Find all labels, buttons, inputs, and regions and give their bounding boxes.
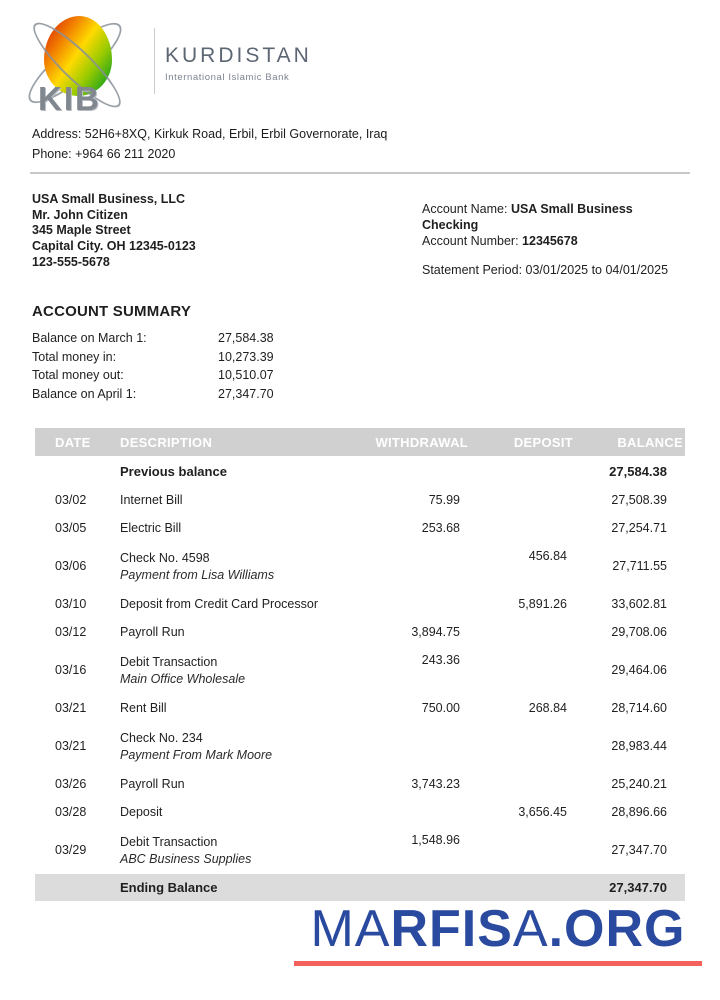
summary-row bbox=[32, 385, 720, 404]
cell-withdrawal: 750.00 bbox=[421, 701, 460, 715]
cell-withdrawal: 75.99 bbox=[428, 493, 460, 507]
cell-withdrawal bbox=[355, 542, 470, 549]
marfisa-logo bbox=[294, 898, 702, 966]
wordmark-segment: RFIS bbox=[390, 900, 513, 958]
table-row bbox=[35, 590, 685, 618]
bank-subtitle: International Islamic Bank bbox=[165, 72, 290, 83]
cell-date: 03/05 bbox=[55, 521, 87, 535]
column-header-balance: BALANCE bbox=[617, 434, 683, 450]
wordmark-segment: .ORG bbox=[548, 900, 686, 958]
cell-balance: 27,584.38 bbox=[609, 463, 667, 479]
table-row bbox=[35, 722, 685, 770]
summary-row bbox=[32, 348, 720, 367]
cell-withdrawal: 3,894.75 bbox=[411, 625, 460, 639]
description-note: ABC Business Supplies bbox=[120, 851, 252, 866]
summary-label: Balance on April 1: bbox=[32, 386, 137, 401]
cell-deposit: 5,891.26 bbox=[518, 597, 567, 611]
summary-value: 27,347.70 bbox=[218, 386, 274, 401]
summary-label: Total money in: bbox=[32, 349, 117, 364]
cell-deposit bbox=[470, 722, 575, 729]
cell-withdrawal: 3,743.23 bbox=[411, 777, 460, 791]
cell-deposit bbox=[470, 646, 575, 653]
wordmark-segment: A bbox=[512, 900, 549, 958]
account-name-value: USA Small Business Checking bbox=[422, 202, 633, 232]
brand-text-block bbox=[165, 14, 312, 83]
cell-description: Deposit bbox=[120, 805, 163, 819]
cell-balance: 27,254.71 bbox=[611, 521, 667, 535]
cell-balance: 27,347.70 bbox=[611, 843, 667, 857]
summary-row bbox=[32, 329, 720, 348]
description-main: Debit Transaction bbox=[120, 654, 218, 669]
cell-description: Rent Bill bbox=[120, 701, 167, 715]
customer-name: USA Small Business, LLC bbox=[32, 192, 186, 206]
description-main: Check No. 234 bbox=[120, 730, 203, 745]
statement-period-line bbox=[422, 262, 690, 278]
bank-brand-header bbox=[30, 14, 720, 116]
table-header-row bbox=[35, 428, 685, 456]
cell-date: 03/10 bbox=[55, 597, 87, 611]
wordmark-segment: MA bbox=[310, 900, 391, 958]
cell-balance: 28,714.60 bbox=[611, 701, 667, 715]
cell-description bbox=[120, 731, 355, 762]
cell-date: 03/29 bbox=[55, 843, 87, 857]
table-row bbox=[35, 514, 685, 542]
cell-withdrawal bbox=[355, 722, 470, 729]
cell-date: 03/28 bbox=[55, 805, 87, 819]
summary-label: Total money out: bbox=[32, 368, 124, 382]
cell-date: 03/21 bbox=[55, 739, 87, 753]
cell-balance: 25,240.21 bbox=[611, 777, 667, 791]
cell-date: 03/02 bbox=[55, 493, 87, 507]
bank-address-line: Address: 52H6+8XQ, Kirkuk Road, Erbil, Erbil Governorate, Iraq bbox=[32, 127, 388, 141]
cell-description: Ending Balance bbox=[120, 880, 218, 895]
cell-date: 03/21 bbox=[55, 701, 87, 715]
cell-deposit bbox=[470, 826, 575, 833]
cell-withdrawal: 1,548.96 bbox=[411, 833, 460, 847]
statement-period-value: 03/01/2025 to 04/01/2025 bbox=[525, 263, 669, 277]
customer-city: Capital City. OH 12345-0123 bbox=[32, 239, 196, 254]
table-row bbox=[35, 826, 685, 874]
summary-value: 27,584.38 bbox=[218, 331, 274, 345]
cell-description bbox=[120, 551, 355, 582]
description-note: Main Office Wholesale bbox=[120, 671, 246, 686]
cell-deposit: 3,656.45 bbox=[518, 805, 567, 819]
account-summary-section bbox=[32, 303, 720, 403]
customer-address-block bbox=[32, 192, 196, 278]
account-info-block bbox=[422, 192, 690, 278]
description-main: Check No. 4598 bbox=[120, 550, 210, 565]
logo-acronym: KIB bbox=[38, 80, 101, 117]
column-header-date: DATE bbox=[55, 434, 91, 450]
cell-balance: 33,602.81 bbox=[611, 597, 667, 611]
cell-date: 03/12 bbox=[55, 625, 87, 639]
account-name-label: Account Name: bbox=[422, 202, 511, 216]
statement-info-row bbox=[32, 192, 690, 278]
cell-description: Previous balance bbox=[120, 463, 227, 479]
ending-balance-row bbox=[35, 874, 685, 901]
account-number-value: 12345678 bbox=[522, 234, 578, 248]
table-row bbox=[35, 486, 685, 514]
cell-description: Payroll Run bbox=[120, 777, 185, 791]
brand-divider bbox=[154, 28, 155, 94]
header-divider-rule bbox=[30, 172, 690, 174]
bank-name: KURDISTAN bbox=[165, 44, 312, 67]
previous-balance-row bbox=[35, 456, 685, 486]
kib-logo bbox=[30, 14, 140, 116]
table-row bbox=[35, 694, 685, 722]
summary-label: Balance on March 1: bbox=[32, 331, 147, 345]
cell-date: 03/26 bbox=[55, 777, 87, 791]
summary-value: 10,510.07 bbox=[218, 368, 274, 382]
cell-balance: 29,464.06 bbox=[611, 663, 667, 677]
description-note: Payment from Lisa Williams bbox=[120, 567, 275, 582]
cell-withdrawal: 253.68 bbox=[421, 521, 460, 535]
table-row bbox=[35, 770, 685, 798]
table-row bbox=[35, 798, 685, 826]
account-number-line bbox=[422, 233, 690, 249]
statement-period-label: Statement Period: bbox=[422, 263, 526, 277]
cell-date: 03/06 bbox=[55, 559, 87, 573]
marfisa-wordmark bbox=[294, 898, 702, 960]
account-summary-rows bbox=[32, 329, 720, 403]
cell-balance: 27,508.39 bbox=[611, 493, 667, 507]
table-row bbox=[35, 646, 685, 694]
table-row bbox=[35, 542, 685, 590]
account-name-line bbox=[422, 201, 690, 233]
cell-balance: 28,896.66 bbox=[611, 805, 667, 819]
customer-contact: Mr. John Citizen bbox=[32, 207, 128, 222]
cell-description: Electric Bill bbox=[120, 521, 182, 535]
bank-contact-block bbox=[32, 124, 720, 164]
description-note: Payment From Mark Moore bbox=[120, 747, 273, 762]
cell-description bbox=[120, 835, 355, 866]
cell-withdrawal: 243.36 bbox=[421, 653, 460, 667]
account-summary-title: ACCOUNT SUMMARY bbox=[32, 303, 192, 320]
column-header-withdrawal: WITHDRAWAL bbox=[375, 434, 468, 450]
logo-underline bbox=[294, 961, 702, 966]
cell-balance: 27,347.70 bbox=[609, 880, 667, 895]
description-main: Debit Transaction bbox=[120, 834, 218, 849]
table-row bbox=[35, 618, 685, 646]
account-number-label: Account Number: bbox=[422, 234, 523, 248]
customer-street: 345 Maple Street bbox=[32, 223, 131, 238]
customer-phone: 123-555-5678 bbox=[32, 254, 110, 269]
summary-row bbox=[32, 366, 720, 385]
cell-description bbox=[120, 655, 355, 686]
column-header-deposit: DEPOSIT bbox=[513, 434, 573, 450]
cell-description: Internet Bill bbox=[120, 493, 183, 507]
cell-balance: 29,708.06 bbox=[611, 625, 667, 639]
transactions-table bbox=[35, 428, 685, 901]
summary-value: 10,273.39 bbox=[218, 349, 274, 364]
cell-deposit: 456.84 bbox=[528, 549, 567, 563]
cell-date: 03/16 bbox=[55, 663, 87, 677]
cell-description: Deposit from Credit Card Processor bbox=[120, 597, 318, 611]
cell-balance: 28,983.44 bbox=[611, 739, 667, 753]
cell-balance: 27,711.55 bbox=[612, 559, 667, 573]
bank-phone-line: Phone: +964 66 211 2020 bbox=[32, 147, 176, 161]
column-header-description: DESCRIPTION bbox=[120, 434, 213, 450]
cell-description: Payroll Run bbox=[120, 625, 185, 639]
cell-deposit: 268.84 bbox=[528, 701, 567, 715]
